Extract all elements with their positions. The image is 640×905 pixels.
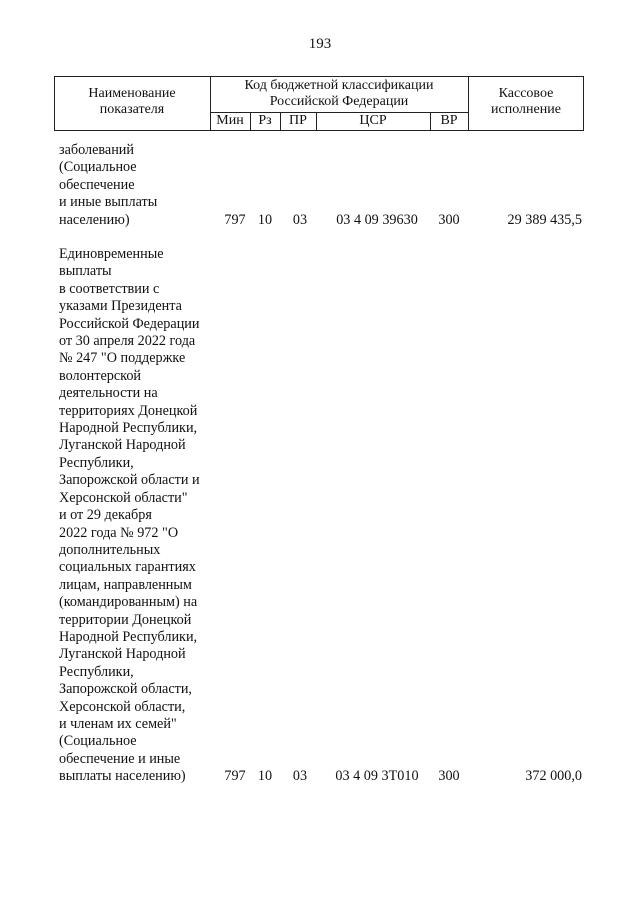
csr-code: 03 4 09 39630 xyxy=(336,211,418,228)
vr-column-header: ВР xyxy=(440,113,458,128)
min-code: 797 xyxy=(224,211,246,228)
cash-execution-value: 29 389 435,5 xyxy=(507,211,582,228)
pr-code: 03 xyxy=(292,211,308,228)
rz-code: 10 xyxy=(257,211,273,228)
header-top-border xyxy=(54,76,584,77)
code-group-header: Код бюджетной классификации Российской Федерации xyxy=(244,78,434,109)
name-column-header: Наименование показателя xyxy=(88,86,176,117)
min-code: 797 xyxy=(224,768,246,784)
pr-code: 03 xyxy=(292,768,308,784)
page-number: 193 xyxy=(308,36,332,52)
cash-execution-value: 372 000,0 xyxy=(525,768,582,784)
vr-code: 300 xyxy=(438,768,460,784)
sum-column-header: Кассовое исполнение xyxy=(491,86,561,117)
table-header xyxy=(54,76,584,131)
csr-code: 03 4 09 3Т010 xyxy=(335,768,419,784)
pr-column-header: ПР xyxy=(289,113,307,128)
vr-code: 300 xyxy=(438,211,460,228)
header-bottom-border xyxy=(54,130,584,131)
csr-column-header: ЦСР xyxy=(359,113,387,128)
min-column-header: Мин xyxy=(216,113,244,128)
rz-code: 10 xyxy=(257,768,273,784)
indicator-name: заболеваний (Социальное обеспечение и иные выплаты населению) xyxy=(59,142,158,228)
indicator-name: Единовременные выплаты в соответствии с указами Президента Российской Федерации от 30 апреля 2022 года № 247 "О поддержке волонтерской деятельности на территориях Донецкой Народной Республики, Луганской Народной Республики, Запорожской области и Херсонской области" и от 29 декабря 2022 года № 972 "О дополнительных социальных гарантиях лицам, направленным (командированным) на территории Донецкой Народной Республики, Луганской Народной Республики, Запорожской области, Херсонской области, и членам их семей" (Социальное обеспечение и иные выплаты населению) xyxy=(59,246,200,785)
rz-column-header: Рз xyxy=(258,113,272,128)
